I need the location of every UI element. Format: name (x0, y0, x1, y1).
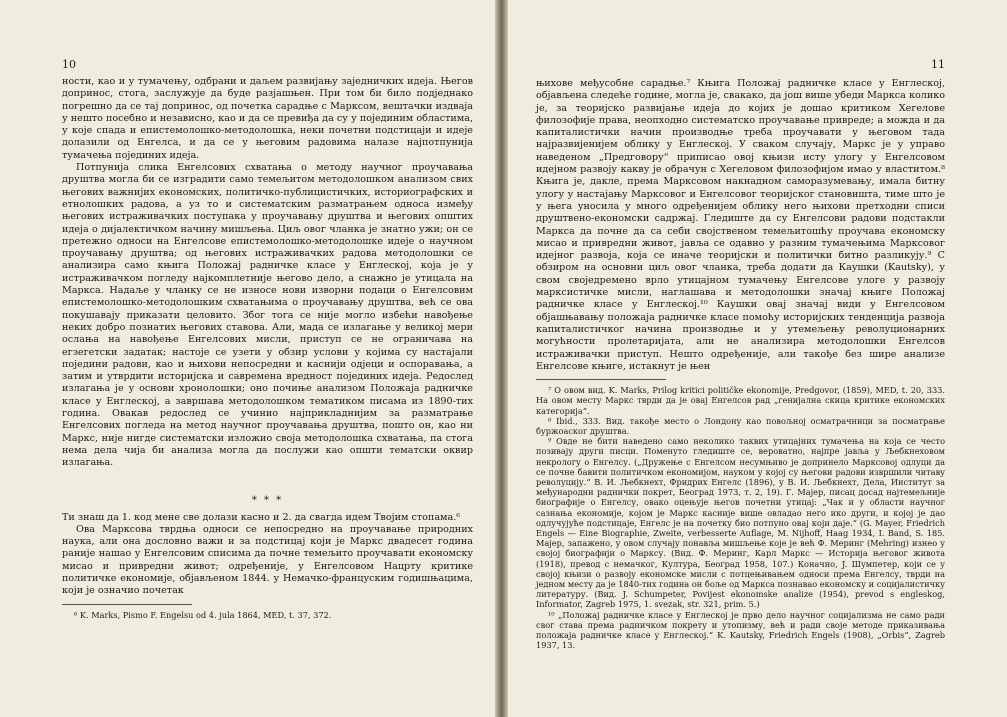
right-body (536, 78, 945, 373)
footnote-7: ⁷ О овом вид. K. Marks, Prilog kritici političke ekonomije, Predgovor, (1859), MED, t. 20, 333. На овом месту Маркс тврди да је овај Енгелсов рад „генијална скица критике економских категорија“. (536, 385, 945, 416)
epigraph: Ти знаш да 1. код мене све долази касно и 2. да свагда идем Твојим стопама.⁶ (62, 511, 461, 523)
right-footnotes (536, 385, 945, 650)
footnote-10: ¹⁰ „Положај радничке класе у Енглеској је прво дело научног социјализма не само ради свог става према радничком покрету и утопизму, већ и ради своје методе приказивања положаја радничке класе у Енглеској.“ K. Kautsky, Friedrich Engels (1908), „Orbis“, Zagreb 1937, 13. (536, 609, 945, 651)
book-gutter (496, 0, 507, 717)
section-separator: * * * (251, 494, 284, 506)
footnote-8: ⁸ Ibid., 333. Вид. такође место о Лондону као повољној осматрачници за посматрање буржоаског друштва. (536, 415, 945, 436)
left-page (0, 0, 496, 717)
left-body (62, 76, 473, 598)
footnote-9: ⁹ Овде не бити наведено само неколико таквих утицајних тумачења на која се често позивају други писци. Поменуто гледиште се, вероватно, најпре јавља у Љебкнеховом некрологу о Енгелсу. („Дружење с Енгелсом несумњиво је допринело Марксовој одлуци да се почне бавити политичком економијом, науком у којој су његови радови извршили читаву револуцију.“ В. И. Љебкнехт, Фридрих Енгелс (1896), у В. И. Љебкнехт, Дела, Институт за међународни раднички покрет, Београд 1973, т. 2, 19). Г. Мајер, писац досад најтемељније биографије о Енгелсу, овако оцењује његов почетни утицај: „Чак и у области научног сазнања економије, којом је Маркс касније више овладао него ико други, и којој је дао одлучујуће подстицаје, Енгелс је на почетку био потпуно овај који даје.“ (G. Mayer, Friedrich Engels — Eine Biographie, Zweite, verbesserte Auflage, M. Nijhoff, Haag 1934, I. Band, S. 185. Мајер, запажено, у овом случају понавља мишљење које је већ Ф. Меринг (Mehring) изнео у својој биографији о Марксу. (Вид. Ф. Меринг, Карл Маркс — Историја његовог живота (1918), превод с немачког, Култура, Београд 1958, 107.) Коначно, J. Шумпетер, који се у својој књизи о развоју економске мисли с потцењивањем односи према Енгелсу, тврди на једном месту да је 1840-тих година он боље од Маркса познавао економску и социјалистичку литературу. (Вид. J. Schumpeter, Povijest ekonomske analize (1954), prevod s engleskog, Informator, Zagreb 1975, 1. svezak, str. 321, prim. 5.) (536, 436, 945, 610)
left-footnotes (62, 610, 473, 620)
left-paragraph-2: Потпунија слика Енгелсових схватања о методу научног проучавања друштва могла би се изградити само темељитом методолошком анализом свих његових важнијих економских, политичко-публицистичких, историографских и етнолошких радова, а уз то и систематским разматрањем односа између његових истраживачких поступака у проучавању друштва и његових општих идеја о дијалектичком начину мишљења. Циљ овог чланка је знатно ужи; он се претежно односи на Енгелсове епистемолошко-методолошке идеје о научном проучавању друштва; од његових истраживачких радова методолошки се анализира само књига Положај радничке класе у Енглеској, која је у истраживачком погледу најкомплетније његово дело, а снажно је утицала на Маркса. Надаље у чланку се не износе нови изворни подаци о Енгелсовим епистемолошко-методолошким схватањима о проучавању друштва, већ се ова покушавају приказати целовито. Због тога се није могло избећи навођење неких добро познатих његових ставова. Али, мада се излагање у великој мери ослања на навођење Енгелсових мисли, приступ се не ограничава на егзегетски задатак; настоје се узети у обзир услови у којима су настајали поједини радови, као и њихови непосредни и каснији одјеци и оспоравања, а затим и утврдити историјска и савремена вредност појединих идеја. Редослед излагања је у основи хронолошки; оно почиње анализом Положаја радничке класе у Енглеској, а завршава методолошком тематиком писама из 1890-тих година. Овакав редослед се учинио најприкладнијим за разматрање Енгелсових погледа на метод научног проучавања друштва, пошто он, као ни Маркс, није нигде систематски изложио своја методолошка схватања, па стога нема дела чија би анализа могла да послужи као општи тематски оквир излагања. (62, 162, 473, 469)
page-number-left: 10 (62, 58, 76, 71)
footnote-rule-left (62, 604, 192, 605)
right-paragraph-1: њихове међусобне сарадње.⁷ Књига Положај радничке класе у Енглеској, објављена следеће године, могла је, свакако, да још више убеди Маркса колико је, за теоријско развијање идеја до којих је дошао критиком Хегелове филозофије права, неопходно систематско проучавање привреде; а можда и да капиталистички начин производње треба проучавати у његовом тада најразвијенијем облику у Енглеској. У сваком случају, Маркс је у управо наведеном „Предговору“ приписао овој књизи исту улогу у Енгелсовом идејном развоју какву је обрачун с Хегеловом филозофијом имао у властитом.⁸ Књига је, дакле, према Марксовом накнадном саморазумевању, имала битну улогу у настајању Марксовог и Енгелсовог теоријског становишта, тиме што је у њега уносила у много одређенијем облику него њихови претходни списи друштвено-економски садржај. Гледиште да су Енгелсови радови подстакли Маркса да почне да са себи својственом темељитошћу проучава економску мисао и привредни живот, јавља се одавно у разним тумачењима Марксовог идејног развоја, која се иначе теоријски и политички битно разликују.⁹ С обзиром на основни циљ овог чланка, треба додати да Каушки (Kautsky), у свом своједремено врло утицајном тумачењу Енгелсове улоге у развоју марксистичке мисли, наглашава и методолошки значај књиге Положај радничке класе у Енглеској.¹⁰ Каушки овај значај види у Енгелсовом објашњавању положаја радничке класе помоћу историјских тенденција развоја капиталистичког начина производње и у утемељењу револуционарних могућности пролетаријата, али не анализира методолошки Енгелсов истраживачки приступ. Нешто одређеније, али такође без шире анализе Енгелсове књиге, истакнут је њен (536, 78, 945, 372)
right-page (507, 0, 1007, 717)
left-paragraph-3: Ова Марксова тврдња односи се непосредно на проучавање природних наука, али она дословно важи и за подстицај који је Маркс двадесет година раније нашао у Енгелсовим списима да почне темељито проучавати економску мисао и привредни живот; одређеније, у Енгелсовом Нацрту критике политичке економије, објављеном 1844. у Немачко-француским годишњацима, који је означио почетак (62, 523, 473, 597)
page-number-right: 11 (931, 58, 945, 71)
footnote-6: ⁶ K. Marks, Pismo F. Engelsu od 4. jula 1864, MED, t. 37, 372. (74, 609, 332, 620)
footnote-rule-right (536, 379, 666, 380)
left-paragraph-1: ности, као и у тумачењу, одбрани и даљем развијању заједничких идеја. Његов допринос, стога, заслужује да буде разјашњен. При том би било подједнако погрешно да се тај допринос, од почетка сарадње с Марксом, вештачки издваја у нешто посебно и независно, као и да се превиђа да су у појединим областима, у које спада и епистемолошко-методолошка, неки почетни подстицаји и идеје долазили од Енгелса, и да се у његовим радовима налазе најпотпунија тумачења појединих идеја. (62, 76, 473, 161)
